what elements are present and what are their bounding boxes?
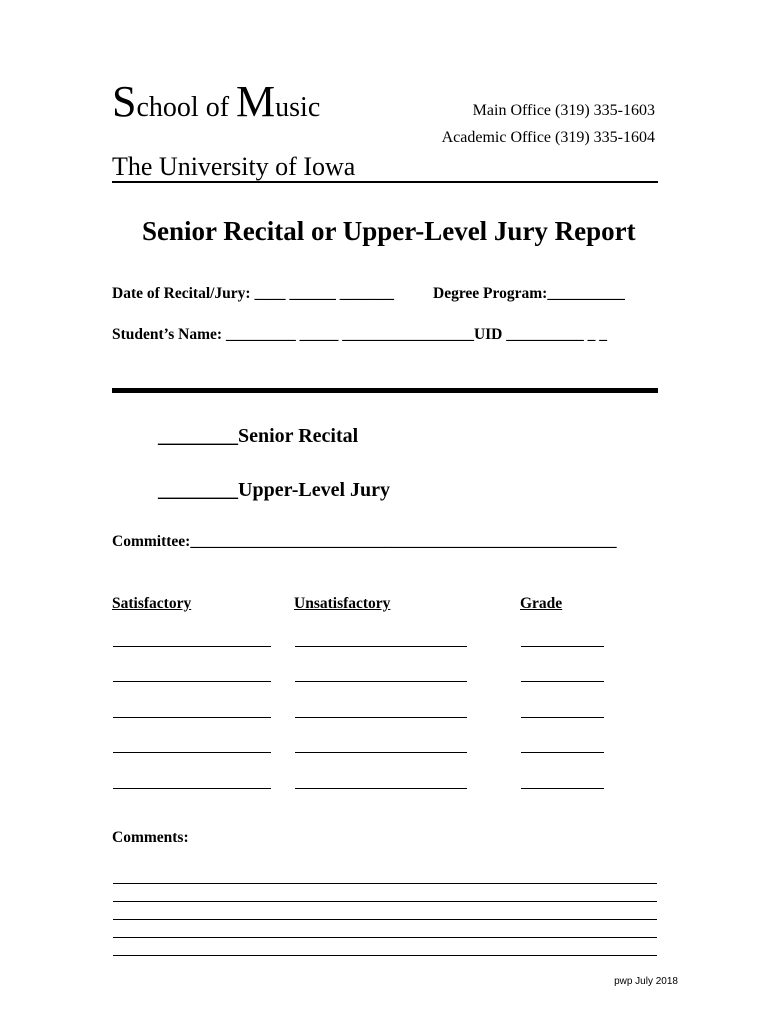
- grade-blank: [521, 646, 604, 647]
- comments-line: [113, 937, 657, 938]
- unsatisfactory-blank: [295, 646, 467, 647]
- comments-label: Comments:: [112, 829, 189, 846]
- school-initial-m: M: [236, 77, 276, 126]
- header-rule: [112, 181, 658, 183]
- column-unsatisfactory: Unsatisfactory: [294, 595, 391, 612]
- unsatisfactory-blank: [295, 717, 467, 718]
- revision-note: pwp July 2018: [614, 976, 678, 987]
- form-title: Senior Recital or Upper-Level Jury Report: [142, 216, 636, 246]
- column-grade: Grade: [520, 595, 563, 612]
- satisfactory-blank: [113, 788, 271, 789]
- degree-program-field: Degree Program:__________: [433, 285, 625, 302]
- option-upper-level-jury: [158, 479, 390, 502]
- date-field: Date of Recital/Jury: ____ ______ _______: [112, 285, 394, 302]
- section-divider: [112, 388, 658, 393]
- unsatisfactory-blank: [295, 752, 467, 753]
- option-blank: ________: [158, 425, 238, 447]
- comments-line: [113, 955, 657, 956]
- satisfactory-blank: [113, 681, 271, 682]
- option-blank: ________: [158, 479, 238, 501]
- comments-line: [113, 919, 657, 920]
- unsatisfactory-blank: [295, 788, 467, 789]
- unsatisfactory-blank: [295, 681, 467, 682]
- option-label: Upper-Level Jury: [238, 479, 391, 501]
- school-initial-s: S: [112, 77, 137, 126]
- comments-line: [113, 901, 657, 902]
- satisfactory-blank: [113, 752, 271, 753]
- school-name: [112, 77, 321, 126]
- main-office-phone: Main Office (319) 335-1603: [472, 102, 655, 119]
- school-text-end: usic: [275, 92, 321, 123]
- column-satisfactory: Satisfactory: [112, 595, 192, 612]
- comments-line: [113, 883, 657, 884]
- student-name-field: Student’s Name: _________ _____ _________________UID __________ _ _: [112, 326, 607, 343]
- satisfactory-blank: [113, 717, 271, 718]
- grade-blank: [521, 717, 604, 718]
- grade-blank: [521, 681, 604, 682]
- committee-field: Committee:_______________________________________________________: [112, 533, 617, 550]
- satisfactory-blank: [113, 646, 271, 647]
- grade-blank: [521, 752, 604, 753]
- university-name: The University of Iowa: [112, 152, 356, 181]
- option-label: Senior Recital: [238, 425, 359, 447]
- grade-blank: [521, 788, 604, 789]
- academic-office-phone: Academic Office (319) 335-1604: [441, 129, 655, 146]
- school-text-mid: chool of: [136, 92, 237, 123]
- option-senior-recital: [158, 425, 358, 448]
